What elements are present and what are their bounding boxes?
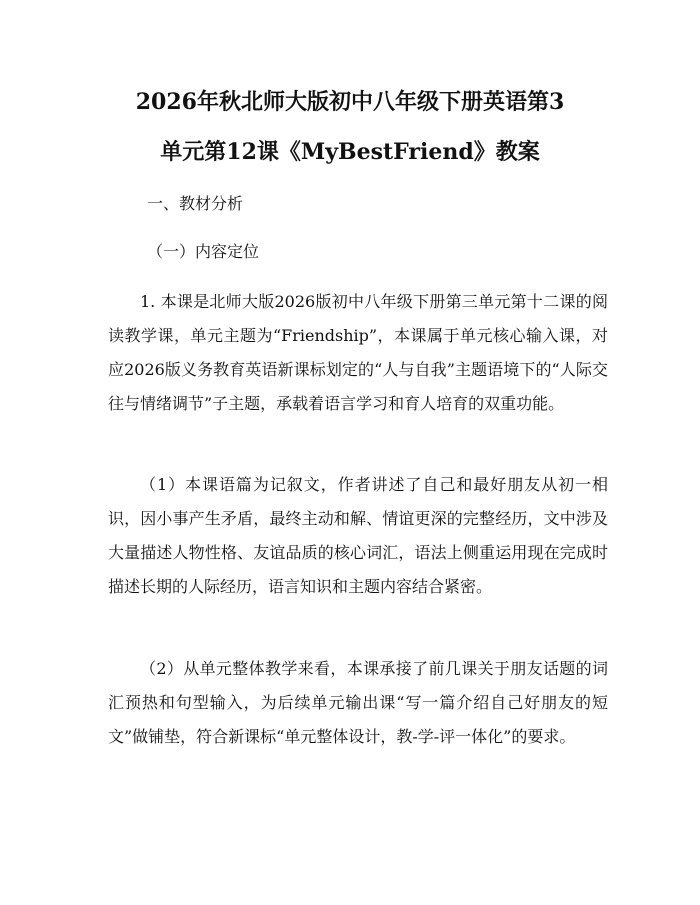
subsection-heading: （一）内容定位 [147, 242, 260, 261]
document-title-line-1: 2026年秋北师大版初中八年级下册英语第3 [135, 89, 565, 115]
document-title-line-2: 单元第12课《MyBestFriend》教案 [160, 139, 540, 165]
section-heading: 一、教材分析 [147, 194, 244, 213]
paragraph-text-analysis: （1）本课语篇为记叙文，作者讲述了自己和最好朋友从初一相识，因小事产生矛盾，最终主动和解、情谊更深的完整经历，文中涉及大量描述人物性格、友谊品质的核心词汇，语法上侧重运用现在完成时描述长期的人际经历，语言知识和主题内容结合紧密。 [108, 475, 608, 596]
paragraph-unit-overview: （2）从单元整体教学来看，本课承接了前几课关于朋友话题的词汇预热和句型输入，为后续单元输出课“写一篇介绍自己好朋友的短文”做铺垫，符合新课标“单元整体设计，教-学-评一体化”的要求。 [108, 659, 608, 746]
paragraph-content-positioning: 1. 本课是北师大版2026版初中八年级下册第三单元第十二课的阅读教学课，单元主题为“Friendship”，本课属于单元核心输入课，对应2026版义务教育英语新课标划定的“人与自我”主题语境下的“人际交往与情绪调节”子主题，承载着语言学习和育人培育的双重功能。 [108, 292, 608, 413]
